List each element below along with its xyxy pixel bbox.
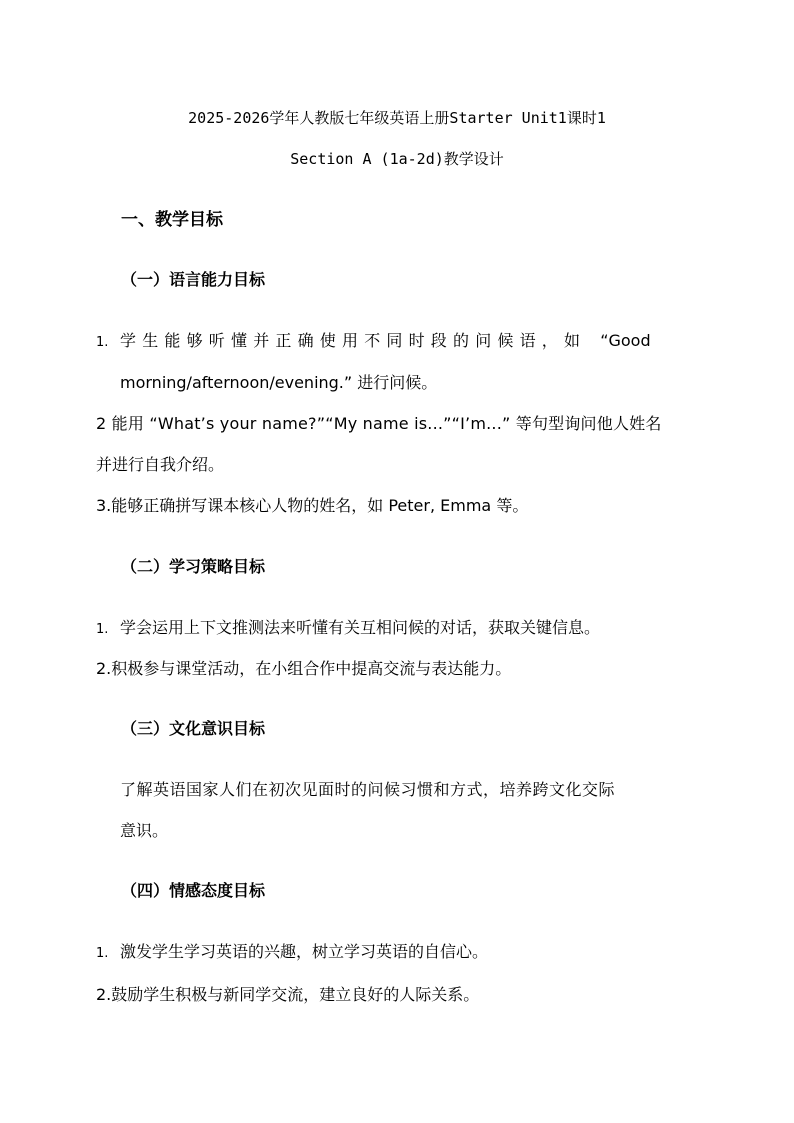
document-title-line-2: Section A (1a-2d)教学设计 — [290, 150, 504, 168]
document-title-line-1: 2025-2026学年人教版七年级英语上册Starter Unit1课时1 — [188, 109, 606, 127]
list-number: 1. — [96, 335, 109, 350]
section-heading-objectives: 一、教学目标 — [121, 210, 223, 230]
list-item-language-2-continued: 并进行自我介绍。 — [96, 455, 225, 474]
list-number: 1. — [96, 622, 109, 637]
list-item-strategy-1 — [96, 617, 600, 641]
list-item-text: 学生能够听懂并正确使用不同时段的问候语，如 — [120, 331, 587, 350]
list-item-emotion-1 — [96, 941, 488, 965]
list-item-language-3: 3.能够正确拼写课本核心人物的姓名，如 Peter, Emma 等。 — [96, 496, 529, 515]
list-item-language-2: 2 能用 “What’s your name?”“My name is...”“I’m...” 等句型询问他人姓名 — [96, 414, 662, 433]
subheading-learning-strategy: （二）学习策略目标 — [121, 557, 266, 576]
subheading-language-ability: （一）语言能力目标 — [121, 270, 266, 289]
list-item-text: 学会运用上下文推测法来听懂有关互相问候的对话，获取关键信息。 — [120, 618, 601, 637]
subheading-cultural-awareness: （三）文化意识目标 — [121, 719, 266, 738]
paragraph-cultural-awareness: 了解英语国家人们在初次见面时的问候习惯和方式，培养跨文化交际 — [120, 780, 616, 799]
subheading-emotional-attitude: （四）情感态度目标 — [121, 881, 266, 900]
list-item-text-quote: “Good — [600, 331, 651, 350]
list-item-language-1 — [96, 330, 651, 354]
list-item-text: 激发学生学习英语的兴趣，树立学习英语的自信心。 — [120, 942, 489, 961]
list-item-emotion-2: 2.鼓励学生积极与新同学交流，建立良好的人际关系。 — [96, 985, 480, 1004]
list-number: 1. — [96, 946, 109, 961]
list-item-strategy-2: 2.积极参与课堂活动，在小组合作中提高交流与表达能力。 — [96, 659, 512, 678]
paragraph-cultural-awareness-continued: 意识。 — [120, 821, 169, 840]
list-item-language-1-continued: morning/afternoon/evening.” 进行问候。 — [120, 373, 438, 392]
